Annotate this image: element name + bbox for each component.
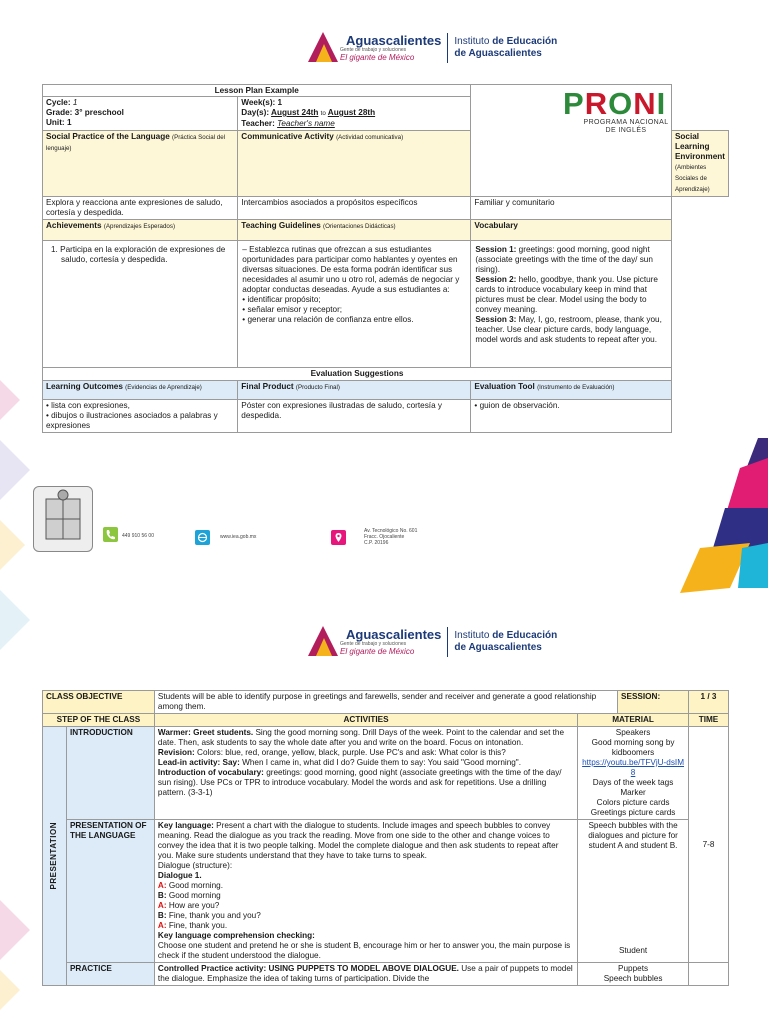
product-header — [238, 381, 471, 400]
outcomes-es: (Evidencias de Aprendizaje) — [125, 384, 202, 391]
material-student: Student — [618, 946, 648, 955]
teacher-label: Teacher: — [241, 119, 275, 128]
cycle-label: Cycle: — [46, 98, 71, 107]
aguascalientes-logo-icon — [306, 30, 340, 66]
learning-env-value: Familiar y comunitario — [471, 197, 672, 220]
location-icon — [331, 530, 346, 545]
intro-line-bold: Lead-in activity: Say: — [157, 758, 240, 767]
practice-time — [688, 963, 728, 986]
social-practice-header — [43, 131, 238, 197]
speaker-b: B: — [157, 911, 167, 920]
institute-line1b: de Educación — [492, 36, 558, 47]
institute-line1b: de Educación — [492, 630, 558, 641]
intro-activities — [154, 727, 577, 820]
decorative-stripes-icon — [0, 380, 40, 1020]
col-time: TIME — [688, 714, 728, 727]
institute-line2: de Aguascalientes — [454, 642, 542, 653]
achievement-text: 1. Participa en la exploración de expresiones de saludo, cortesía y despedida. — [51, 245, 226, 264]
objective-label: CLASS OBJECTIVE — [43, 691, 155, 714]
outcome-item: • dibujos o ilustraciones asociados a palabras y expresiones — [46, 411, 218, 430]
social-practice-value: Explora y reacciona ante expresiones de saludo, cortesía y despedida. — [43, 197, 238, 220]
learning-env-label: Social Learning Environment — [674, 132, 725, 161]
guidelines-es: (Orientaciones Didácticas) — [323, 223, 396, 230]
intro-line-text: When I came in, what did I do? Guide them to say: You said "Good morning". — [239, 758, 521, 767]
dialogue-structure: Dialogue (structure): — [157, 861, 233, 870]
intro-line-bold: Introduction of vocabulary: — [157, 768, 264, 777]
speaker-a: A: — [157, 881, 167, 890]
practice-text: Use a pair of puppets to model the dialogue. Emphasize the idea of taking turns of participation. Divide the — [157, 964, 573, 983]
header-logo-2 — [306, 624, 557, 660]
week-block — [238, 97, 471, 131]
header-divider — [447, 627, 448, 657]
header-divider — [447, 33, 448, 63]
step-practice: PRACTICE — [66, 963, 154, 986]
session-value: 1 / 3 — [688, 691, 728, 714]
phase-label: PRESENTATION — [49, 822, 59, 890]
material-item: Good morning song by kidboomers — [591, 738, 675, 757]
comm-activity-header — [238, 131, 471, 197]
proni-r: R — [584, 86, 609, 121]
material-item: Marker — [620, 788, 646, 797]
check-label: Key language comprehension checking: — [157, 931, 315, 940]
check-text: Choose one student and pretend he or she is student B, encourage him or her to answer you, the main purpose is check if the student understood the dialogue. — [157, 941, 571, 960]
outcomes-label: Learning Outcomes — [46, 382, 123, 391]
intro-line-bold: Warmer: Greet students. — [157, 728, 254, 737]
product-es: (Producto Final) — [295, 384, 340, 391]
address-line: Fracc. Ojocaliente — [364, 534, 405, 540]
tool-label: Evaluation Tool — [474, 382, 535, 391]
unit-label: Unit: — [46, 118, 65, 127]
material-item: Speech bubbles — [603, 974, 663, 983]
col-step: STEP OF THE CLASS — [43, 714, 155, 727]
speaker-b: B: — [157, 891, 167, 900]
material-item: Speakers — [615, 728, 651, 737]
lesson-plan-table — [42, 84, 729, 433]
institute-line1a: Instituto — [454, 36, 493, 47]
footer-address — [364, 528, 417, 546]
vocabulary-header: Vocabulary — [471, 220, 672, 241]
brand-tagline: Gente de trabajo y soluciones — [340, 641, 407, 647]
page-footer — [0, 486, 768, 566]
aguascalientes-logo-icon — [306, 624, 340, 660]
brand-motto: El gigante de México — [340, 647, 415, 656]
outcomes-header — [43, 381, 238, 400]
material-item: Colors picture cards — [596, 798, 670, 807]
youtube-link[interactable]: https://youtu.be/TFVjU-dsIM8 — [582, 758, 685, 777]
dialogue-line: Good morning — [166, 891, 221, 900]
institute-line2: de Aguascalientes — [454, 48, 542, 59]
days-label: Day(s): — [241, 108, 270, 117]
proni-p: P — [563, 86, 585, 121]
days-to: August 28th — [327, 108, 376, 117]
intro-line-text: greetings: good morning, good night (associate greetings with the time of the day/ sun rising). Use PCs or TPR to introduce vocabulary. Model the words and ask for repetitions. Use a drilling pattern. (3-3-1) — [157, 768, 562, 797]
keylang-label: Key language: — [157, 821, 214, 830]
proni-o: O — [608, 86, 634, 121]
outcomes-value — [43, 400, 238, 433]
social-practice-es: (Práctica Social del lenguaje) — [46, 134, 226, 152]
footer-web[interactable]: www.iea.gob.mx — [220, 534, 257, 540]
brand-motto: El gigante de México — [340, 53, 415, 62]
dialogue-line: Good morning. — [166, 881, 223, 890]
learning-env-es: (Ambientes Sociales de Aprendizaje) — [674, 164, 710, 193]
cycle-value: 1 — [72, 98, 78, 107]
vocab-session-text: May, I, go, restroom, please, thank you, teacher. Use clear picture cards, body language, model words and ask students to repeat after you. — [475, 315, 662, 344]
achievement-value — [43, 241, 238, 368]
tool-header — [471, 381, 672, 400]
comm-activity-es: (Actividad comunicativa) — [336, 134, 404, 141]
social-practice-label: Social Practice of the Language — [46, 132, 170, 141]
brand-name: Aguascalientes — [346, 33, 442, 48]
guideline-item: • generar una relación de confianza entre ellos. — [242, 315, 414, 324]
dialogue-line: How are you? — [166, 901, 220, 910]
dialogue-line: Fine, thank you and you? — [166, 911, 261, 920]
institute-line1a: Instituto — [454, 630, 493, 641]
col-material: MATERIAL — [578, 714, 689, 727]
proni-wordmark — [563, 88, 689, 119]
cycle-block — [43, 97, 238, 131]
presentation-material — [578, 820, 689, 963]
step-introduction: INTRODUCTION — [66, 727, 154, 820]
intro-material — [578, 727, 689, 820]
achievements-label: Achievements — [46, 221, 102, 230]
address-line: Av. Tecnológico No. 601 — [364, 528, 418, 534]
days-from: August 24th — [271, 108, 319, 117]
aguascalientes-seal-icon — [33, 486, 93, 552]
phase-presentation — [43, 727, 67, 986]
lesson-plan-title: Lesson Plan Example — [43, 85, 471, 97]
practice-material — [578, 963, 689, 986]
product-value: Póster con expresiones ilustradas de saludo, cortesía y despedida. — [238, 400, 471, 433]
achievements-es: (Aprendizajes Esperados) — [103, 223, 176, 230]
proni-logo — [563, 88, 689, 135]
brand-tagline: Gente de trabajo y soluciones — [340, 47, 407, 53]
practice-label: Controlled Practice activity: USING PUPPETS TO MODEL ABOVE DIALOGUE. — [157, 964, 459, 973]
col-activities: ACTIVITIES — [154, 714, 577, 727]
vocabulary-value — [471, 241, 672, 368]
intro-line-text: Colors: blue, red, orange, yellow, black, purple. Use PC's and ask: What color is this? — [194, 748, 506, 757]
guideline-item: • señalar emisor y receptor; — [242, 305, 343, 314]
grade-value: 3° preschool — [74, 108, 124, 117]
teacher-value: Teacher's name — [277, 119, 335, 128]
days-to-word: to — [320, 110, 326, 117]
comm-activity-value: Intercambios asociados a propósitos específicos — [238, 197, 471, 220]
material-item: Speech bubbles with the dialogues and picture for student A and student B. — [588, 821, 678, 850]
class-plan-table — [42, 690, 729, 986]
vocab-session-label: Session 2: — [475, 275, 517, 284]
intro-line-text: Sing the good morning song. Drill Days of the week. Point to the calendar and set the date. Then, ask students to say the whole date after you and write on the board. Focus on intonation. — [157, 728, 565, 747]
footer-phone: 449 910 56 00 — [122, 533, 154, 539]
achievements-header — [43, 220, 238, 241]
proni-n: N — [633, 86, 657, 121]
vocab-session-label: Session 1: — [475, 245, 517, 254]
unit-value: 1 — [66, 118, 72, 127]
vocab-session-label: Session 3: — [475, 315, 517, 324]
session-label: SESSION: — [618, 691, 689, 714]
objective-text: Students will be able to identify purpose in greetings and farewells, sender and receiver and generate a good relationship among them. — [154, 691, 617, 714]
guidelines-value — [238, 241, 471, 368]
outcome-item: • lista con expresiones, — [46, 401, 130, 410]
guideline-intro: – Establezca rutinas que ofrezcan a sus estudiantes oportunidades para participar como hablantes y oyentes en diversas situaciones. De esta forma podrán identificar sus necesidades al asumir uno u otro rol, además de negociar y adoptar conductas deseadas. Ayude a sus estudiantes a: — [242, 245, 460, 294]
dialogue-line: Fine, thank you. — [166, 921, 228, 930]
brand-name: Aguascalientes — [346, 627, 442, 642]
evaluation-title: Evaluation Suggestions — [43, 368, 672, 381]
week-label: Week(s): 1 — [241, 98, 283, 107]
vocab-session-text: hello, goodbye, thank you. Use picture cards to introduce vocabulary keep in mind that pictures must be clear. Model using the body to convey meaning. — [475, 275, 658, 314]
seal-shape-icon — [34, 487, 92, 551]
product-label: Final Product — [241, 382, 294, 391]
guidelines-header — [238, 220, 471, 241]
tool-es: (Instrumento de Evaluación) — [537, 384, 615, 391]
intro-line-bold: Revision: — [157, 748, 195, 757]
guidelines-label: Teaching Guidelines — [241, 221, 321, 230]
dialogue-title: Dialogue 1. — [157, 871, 202, 880]
decorative-a-icon — [680, 438, 768, 598]
grade-label: Grade: — [46, 108, 73, 117]
web-icon — [195, 530, 210, 545]
phone-icon — [103, 527, 118, 542]
speaker-a: A: — [157, 901, 167, 910]
tool-value: • guion de observación. — [471, 400, 672, 433]
time-cell: 7-8 — [688, 727, 728, 963]
material-item: Days of the week tags — [592, 778, 674, 787]
proni-i: I — [656, 86, 667, 121]
header-logo-1 — [306, 30, 557, 66]
learning-env-header — [671, 131, 728, 197]
keylang-text: Present a chart with the dialogue to students. Include images and speech bubbles to convey meaning. Read the dialogue as you track the reading. Move from one side to the other and change voices to convey the idea that it is two people talking. Model the complete dialogue and then ask students to repeat after you. Make sure students understand that they have to take turns to speak. — [157, 821, 559, 860]
guideline-item: • identificar propósito; — [242, 295, 321, 304]
material-item: Puppets — [618, 964, 649, 973]
vocab-session-text: greetings: good morning, good night (associate greetings with the time of the day/ sun rising). — [475, 245, 653, 274]
address-line: C.P. 20196 — [364, 540, 389, 546]
comm-activity-label: Communicative Activity — [241, 132, 334, 141]
material-item: Greetings picture cards — [590, 808, 676, 817]
practice-activities — [154, 963, 577, 986]
proni-sub1: PROGRAMA NACIONAL — [583, 119, 669, 126]
proni-sub2: DE INGLÉS — [605, 127, 647, 134]
step-presentation: PRESENTATION OF THE LANGUAGE — [66, 820, 154, 963]
speaker-a: A: — [157, 921, 167, 930]
presentation-activities — [154, 820, 577, 963]
